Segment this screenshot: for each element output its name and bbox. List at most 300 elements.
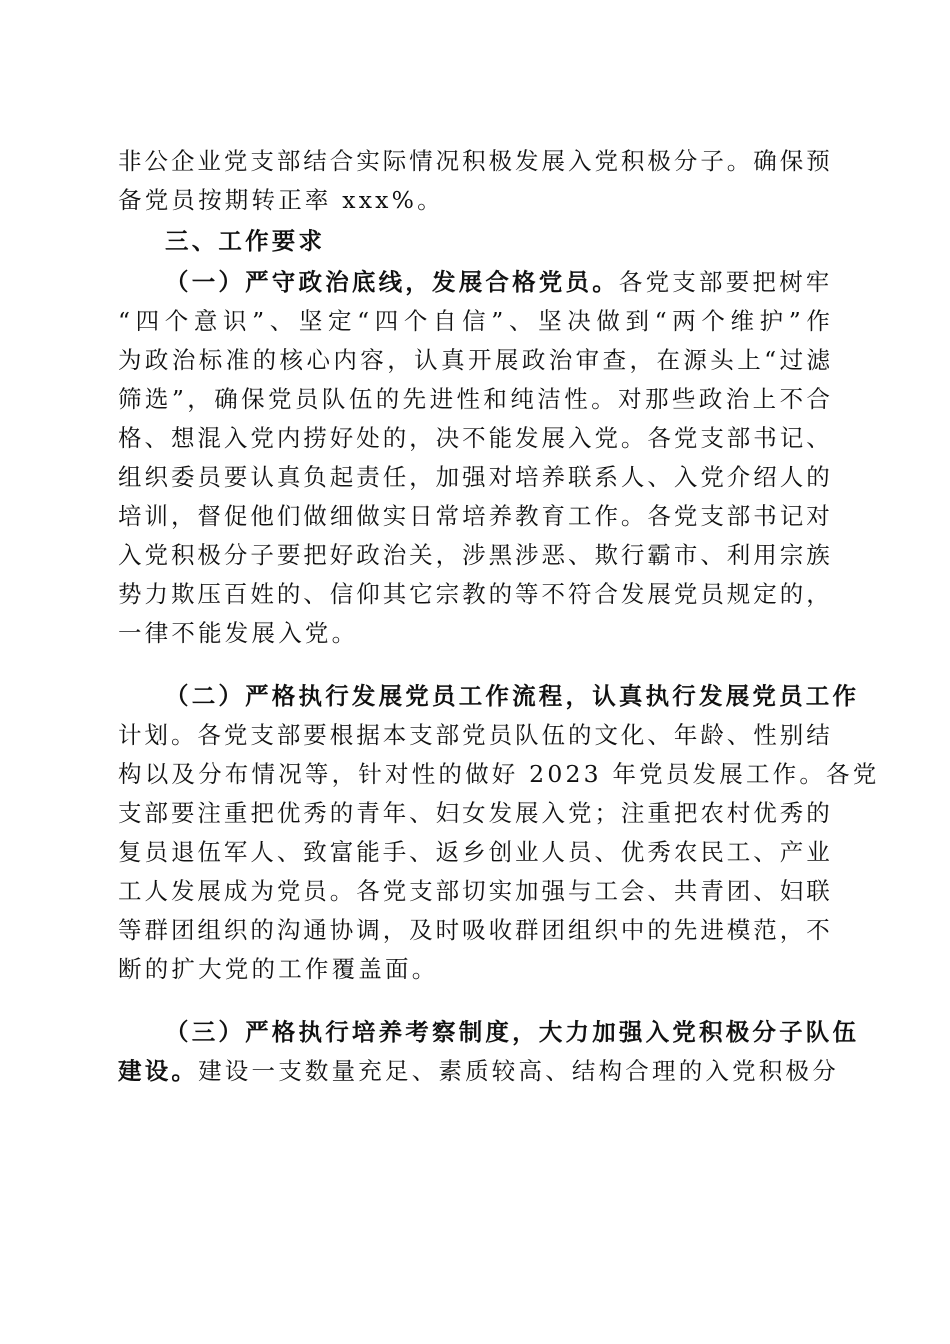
text-char: 及 (409, 916, 433, 944)
text-char: 等 (515, 580, 539, 608)
text-char: 组 (118, 463, 142, 491)
text-char: 员 (303, 877, 327, 905)
text-char: 培 (118, 502, 142, 530)
text-char: 切 (462, 877, 486, 905)
text-char: 个 (701, 307, 725, 335)
text-char: ； (594, 799, 618, 827)
text-char: 员 (700, 580, 724, 608)
text-char: 个 (403, 307, 428, 335)
text-char: 责 (356, 463, 380, 491)
text-char: 妇 (779, 877, 804, 905)
text-char: 黑 (488, 541, 513, 569)
text-char: 入 (541, 799, 565, 827)
text-char: 培 (515, 463, 539, 491)
text-char: 公 (144, 147, 168, 175)
text-char: 部 (726, 424, 751, 452)
text-char: 审 (575, 346, 600, 374)
text-char: 作 (594, 502, 618, 530)
text-char: 做 (356, 502, 380, 530)
text-char: 四 (135, 307, 160, 335)
text-char: 欺 (594, 541, 618, 569)
text-char: 况 (435, 147, 460, 175)
text-line (118, 536, 830, 575)
text-char: 党 (382, 877, 407, 905)
text-char: 。 (329, 877, 354, 905)
text-char: 党 (250, 424, 274, 452)
text-char: 党 (673, 424, 698, 452)
text-char: 党 (567, 799, 592, 827)
text-char: 重 (223, 799, 248, 827)
text-char: 各 (647, 424, 671, 452)
text-char: 书 (753, 424, 777, 452)
text-char: 工 (118, 877, 142, 905)
text-char: 进 (700, 916, 724, 944)
text-char: 系 (594, 463, 618, 491)
text-char: 保 (779, 147, 804, 175)
text-line (118, 1052, 839, 1091)
text-char: 根 (329, 721, 354, 749)
text-char: 致 (303, 838, 327, 866)
text-char: “ (118, 307, 131, 335)
text-char: 常 (435, 502, 460, 530)
text-char: 入 (567, 424, 592, 452)
text-char: 筛 (118, 385, 142, 413)
text-char: 的 (276, 580, 301, 608)
paragraph-lead: （二）严格执行发展党员工作流程，认真执行发展党员工作 (165, 682, 860, 710)
text-char: 党 (673, 580, 698, 608)
text-char: 百 (223, 580, 248, 608)
text-char: 霸 (647, 541, 671, 569)
text-line (118, 833, 830, 872)
text-char: 准 (225, 346, 250, 374)
text-char: 、 (409, 838, 433, 866)
text-char: 格 (118, 424, 142, 452)
text-char: 上 (737, 346, 761, 374)
text-char: 教 (462, 580, 486, 608)
text-char: 和 (483, 385, 507, 413)
text-char: 性 (753, 721, 777, 749)
text-char: 发 (170, 877, 195, 905)
text-line (118, 497, 830, 536)
text-char: 年 (382, 799, 407, 827)
text-char: ” (252, 307, 265, 335)
text-char: 强 (541, 877, 565, 905)
text-char: 保 (241, 385, 265, 413)
text-char: 织 (594, 916, 618, 944)
text-char: “ (357, 307, 370, 335)
text-char: 入 (567, 147, 592, 175)
text-char: 伍 (348, 385, 373, 413)
text-char: 人 (144, 877, 168, 905)
text-char: 、 (726, 721, 751, 749)
text-char: 护 (759, 307, 784, 335)
text-char: 真 (276, 463, 301, 491)
text-char: 心 (306, 346, 330, 374)
text-char: 注 (620, 799, 645, 827)
text-line (118, 142, 830, 181)
text-char: 书 (753, 502, 777, 530)
text-char: 文 (594, 721, 618, 749)
text-char: 织 (223, 916, 248, 944)
text-char: 农 (673, 838, 698, 866)
text-char: 伍 (197, 838, 221, 866)
text-char: 把 (250, 799, 274, 827)
text-char: 沟 (276, 916, 301, 944)
text-char: 党 (462, 721, 486, 749)
text-char: 合 (806, 385, 830, 413)
text-char: 两 (672, 307, 696, 335)
text-char: 、 (276, 838, 301, 866)
text-char: 发 (515, 147, 539, 175)
text-char: 、 (700, 541, 724, 569)
text-char: 的 (329, 799, 354, 827)
text-char: 为 (250, 877, 274, 905)
text-char: 内 (333, 346, 357, 374)
text-char: 产 (779, 838, 804, 866)
text-char: 标 (198, 346, 223, 374)
text-char: 性 (564, 385, 588, 413)
text-char: 识 (223, 307, 247, 335)
text-char: 重 (647, 799, 671, 827)
text-line (118, 263, 833, 302)
text-char: 养 (488, 502, 513, 530)
text-char: 党 (594, 424, 618, 452)
text-char: 选 (144, 385, 169, 413)
text-char: 把 (303, 541, 327, 569)
text-char: 的 (779, 580, 804, 608)
text-char: 混 (197, 424, 221, 452)
text-char: 党 (700, 463, 724, 491)
text-char: ， (806, 580, 830, 608)
text-char: 支 (118, 799, 142, 827)
text-char: 。 (620, 502, 645, 530)
text-char: 的 (567, 721, 592, 749)
text-char: 任 (382, 463, 407, 491)
text-char: 龄 (700, 721, 724, 749)
text-char: 宗 (435, 580, 460, 608)
text-char: 极 (488, 147, 513, 175)
text-char: 实 (356, 147, 380, 175)
text-char: 积 (462, 147, 486, 175)
text-line (118, 872, 830, 911)
text-char: 优 (620, 838, 645, 866)
text-char: 等 (118, 916, 142, 944)
text-char: 决 (435, 424, 460, 452)
text-char: 别 (779, 721, 804, 749)
text-char: 入 (673, 463, 698, 491)
text-char: 手 (382, 838, 407, 866)
document-page (118, 142, 880, 1091)
text-char: 洁 (537, 385, 561, 413)
text-char: 捞 (303, 424, 327, 452)
text-char: ， (382, 916, 407, 944)
text-char: 子 (700, 147, 724, 175)
paragraph-lead-continued: 建设。 (118, 1057, 199, 1085)
text-char: 市 (673, 541, 698, 569)
text-char: 能 (356, 838, 380, 866)
text-char: 的 (252, 346, 277, 374)
text-char: 。 (591, 385, 615, 413)
text-char: 、 (303, 580, 327, 608)
text-char: 积 (170, 541, 195, 569)
text-char: 起 (329, 463, 354, 491)
text-char: 业 (197, 147, 221, 175)
text-char: 定 (753, 580, 777, 608)
text-char: 开 (467, 346, 492, 374)
text-char: 本 (382, 721, 407, 749)
text-char: 意 (193, 307, 218, 335)
text-char: 力 (144, 580, 168, 608)
text-char: 认 (250, 463, 274, 491)
text-char: 宗 (779, 541, 804, 569)
text-char: 能 (488, 424, 513, 452)
text-char: 性 (456, 385, 480, 413)
text-char: 部 (435, 877, 460, 905)
text-char: 员 (294, 385, 319, 413)
text-char: 支 (250, 147, 274, 175)
text-char: 坚 (538, 307, 562, 335)
text-char: 欺 (170, 580, 195, 608)
text-char: 群 (144, 916, 168, 944)
text-char: 中 (620, 916, 645, 944)
paragraph-2 (118, 677, 880, 989)
text-char: 部 (435, 721, 460, 749)
text-char: 展 (494, 346, 519, 374)
text-char: 党 (223, 147, 248, 175)
text-line (118, 419, 830, 458)
text-char: 极 (197, 541, 221, 569)
text-line: 构以及分布情况等，针对性的做好 2023 年党员发展工作。各党 (118, 760, 880, 788)
text-char: 伍 (541, 721, 565, 749)
text-char: 农 (700, 799, 724, 827)
text-char: 加 (435, 463, 460, 491)
text-char: ， (629, 346, 654, 374)
text-char: 的 (647, 916, 671, 944)
text-char: 做 (303, 502, 327, 530)
text-char: 化 (620, 721, 645, 749)
text-char: 发 (488, 799, 513, 827)
text-char: 青 (700, 877, 724, 905)
text-char: 绍 (753, 463, 777, 491)
text-char: 共 (673, 877, 698, 905)
text-char: 极 (647, 147, 671, 175)
text-char: 结 (303, 147, 327, 175)
text-char: 好 (329, 424, 354, 452)
text-char: 治 (382, 541, 407, 569)
text-char: 部 (276, 721, 301, 749)
text-char: 工 (726, 838, 751, 866)
text-char: 部 (726, 502, 751, 530)
text-char: 个 (164, 307, 189, 335)
text-char: 想 (170, 424, 195, 452)
text-char: 用 (753, 541, 777, 569)
text-char: 。 (620, 424, 645, 452)
text-char: ， (409, 424, 433, 452)
text-char: 员 (488, 721, 513, 749)
text-char: 核 (279, 346, 304, 374)
text-char: ， (435, 541, 460, 569)
text-char: 把 (673, 799, 698, 827)
text-char: 信 (462, 307, 486, 335)
text-char: 的 (806, 799, 830, 827)
text-char: 的 (250, 916, 274, 944)
text-char: 们 (276, 502, 301, 530)
text-char: 模 (726, 916, 751, 944)
text-char: 工 (594, 877, 618, 905)
text-char: 要 (303, 721, 327, 749)
text-char: 通 (303, 916, 327, 944)
text-char: 吸 (462, 916, 486, 944)
text-char: 、 (594, 838, 618, 866)
text-char: 组 (197, 916, 221, 944)
text-char: 队 (515, 721, 539, 749)
text-char: 培 (462, 502, 486, 530)
text-char: 养 (541, 463, 565, 491)
text-char: 党 (594, 147, 618, 175)
text-char: 记 (779, 424, 804, 452)
text-char: 支 (409, 721, 433, 749)
text-char: 仰 (356, 580, 380, 608)
text-char: 、 (647, 721, 671, 749)
section-heading: 三、工作要求 (165, 227, 326, 255)
text-char: 头 (710, 346, 734, 374)
text-char: 妇 (435, 799, 460, 827)
text-char: 源 (683, 346, 707, 374)
text-char: 人 (250, 838, 274, 866)
paragraph-lead: （一）严守政治底线，发展合格党员。 (165, 268, 619, 296)
text-char: 加 (515, 877, 539, 905)
text-char: 入 (223, 424, 248, 452)
text-char: 容 (360, 346, 384, 374)
text-char: 教 (515, 502, 539, 530)
text-char: 行 (620, 541, 645, 569)
text-char: 各 (356, 877, 380, 905)
text-char: 它 (409, 580, 433, 608)
text-char: 情 (409, 147, 433, 175)
text-char: 政 (356, 541, 380, 569)
text-char: 业 (806, 838, 830, 866)
text-char: 治 (171, 346, 196, 374)
text-line (118, 302, 830, 341)
text-char: 势 (118, 580, 142, 608)
text-char: ” (171, 385, 184, 413)
text-char: 先 (402, 385, 427, 413)
text-char: 些 (671, 385, 696, 413)
text-char: 治 (725, 385, 750, 413)
text-char: 、 (753, 877, 777, 905)
text-char: 发 (515, 424, 539, 452)
text-char: 、 (144, 424, 168, 452)
text-char: 他 (250, 502, 274, 530)
text-char: 合 (594, 580, 618, 608)
text-char: “ (764, 346, 777, 374)
text-char: 处 (356, 424, 380, 452)
text-char: 坚 (298, 307, 323, 335)
text-line (118, 380, 830, 419)
text-char: 好 (329, 541, 354, 569)
text-char: 政 (144, 346, 169, 374)
text-char: 治 (548, 346, 573, 374)
text-char: 信 (329, 580, 354, 608)
text-char: 部 (276, 147, 301, 175)
text-char: 政 (698, 385, 723, 413)
text-char: 促 (223, 502, 248, 530)
text-char: 团 (541, 916, 565, 944)
text-char: 团 (726, 877, 751, 905)
text-char: 计 (118, 721, 142, 749)
text-char: 关 (409, 541, 433, 569)
text-char: ， (187, 385, 211, 413)
text-char: 滤 (806, 346, 830, 374)
text-span: 各党支部要把树牢 (618, 268, 833, 296)
text-char: 展 (541, 147, 565, 175)
text-char: 符 (567, 580, 592, 608)
text-char: 人 (620, 463, 645, 491)
text-char: 压 (197, 580, 221, 608)
text-char: 涉 (462, 541, 486, 569)
text-char: 员 (197, 463, 221, 491)
paragraph-intro (118, 142, 830, 220)
text-char: 政 (521, 346, 546, 374)
text-line (118, 575, 830, 614)
text-char: 要 (276, 541, 301, 569)
text-char: 结 (806, 721, 830, 749)
text-char: 成 (223, 877, 248, 905)
text-char: “ (654, 307, 667, 335)
text-char: 民 (700, 838, 724, 866)
text-char: 规 (726, 580, 751, 608)
text-char: 为 (118, 346, 142, 374)
text-char: 维 (730, 307, 754, 335)
text-char: 不 (806, 916, 830, 944)
text-char: 群 (515, 916, 539, 944)
text-char: 训 (144, 502, 168, 530)
text-char: ” (788, 307, 801, 335)
text-char: 队 (321, 385, 346, 413)
text-char: 团 (170, 916, 195, 944)
text-char: 先 (673, 916, 698, 944)
text-char: 会 (620, 877, 645, 905)
text-char: 注 (197, 799, 221, 827)
text-line (118, 911, 830, 950)
text-char: 优 (276, 799, 301, 827)
text-char: ， (170, 502, 195, 530)
text-char: 不 (779, 385, 804, 413)
text-char: 分 (223, 541, 248, 569)
text-char: 秀 (303, 799, 327, 827)
text-char: 督 (197, 502, 221, 530)
paragraph-1 (118, 263, 833, 653)
text-char: 不 (462, 424, 486, 452)
text-char: 日 (409, 502, 433, 530)
text-char: 联 (567, 463, 592, 491)
text-char: 军 (223, 838, 248, 866)
text-char: 员 (567, 838, 592, 866)
text-char: 那 (644, 385, 669, 413)
text-char: 做 (596, 307, 620, 335)
text-char: 介 (726, 463, 751, 491)
text-char: 青 (356, 799, 380, 827)
text-span: 建设一支数量充足、素质较高、结构合理的入党积极分 (198, 1057, 839, 1085)
text-char: 、 (409, 799, 433, 827)
text-char: 展 (647, 580, 671, 608)
text-line (118, 458, 830, 497)
text-char: 。 (726, 147, 751, 175)
text-char: 。 (170, 721, 195, 749)
text-char: 的 (806, 463, 830, 491)
text-char: 创 (488, 838, 513, 866)
text-char: 支 (700, 424, 724, 452)
